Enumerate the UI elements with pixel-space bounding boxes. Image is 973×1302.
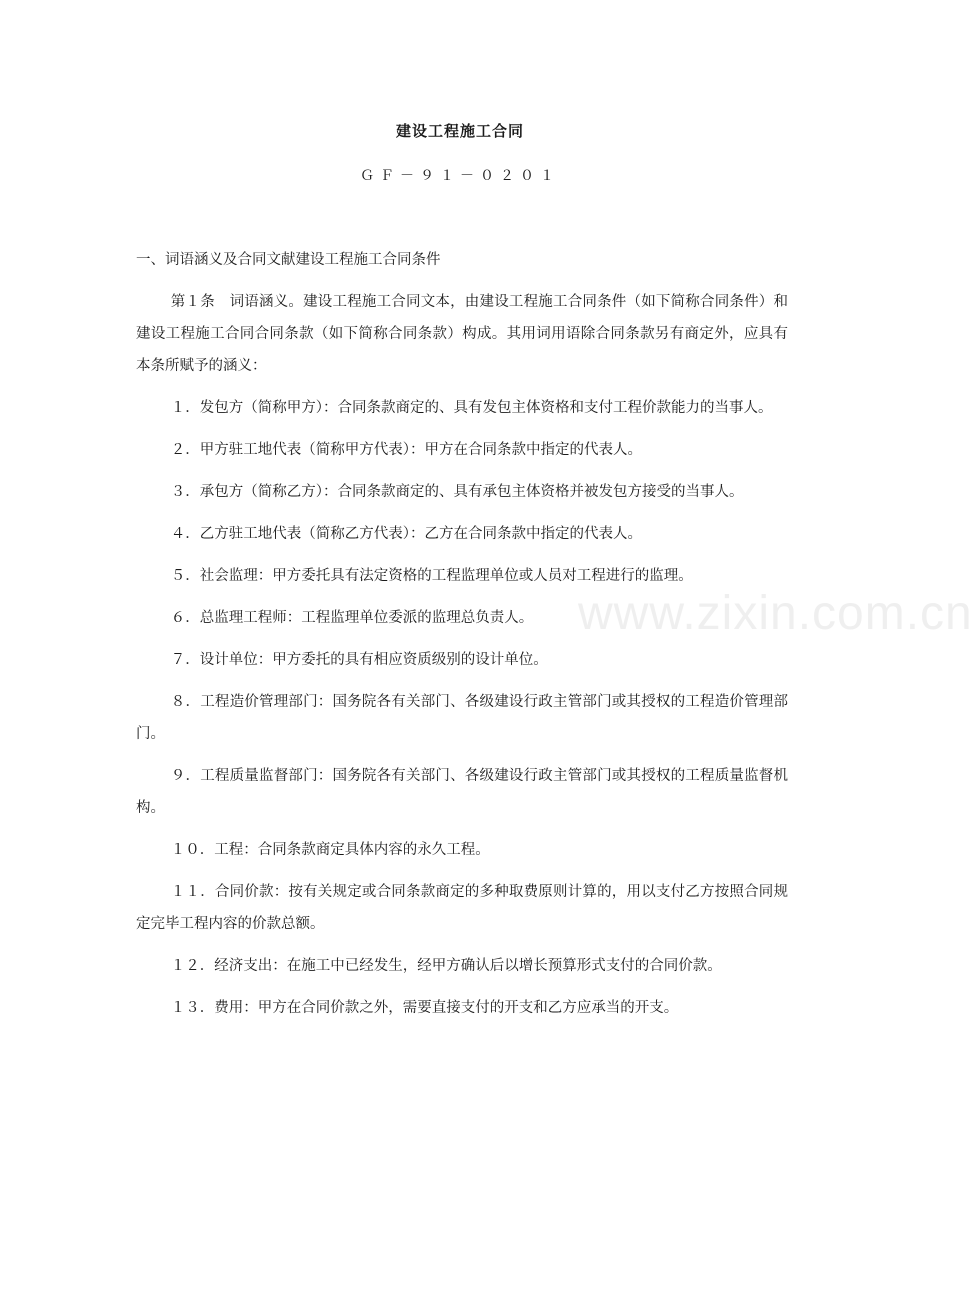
document-code: ＧＦ－９１－０２０１ (360, 168, 560, 184)
section-heading: 一、词语涵义及合同文献建设工程施工合同条件 (136, 252, 441, 268)
paragraph-item-10: １０．工程：合同条款商定具体内容的永久工程。 (170, 842, 490, 858)
document-body (136, 244, 788, 1024)
paragraph-item-8: ８．工程造价管理部门：国务院各有关部门、各级建设行政主管部门或其授权的工程造价管理部门。 (136, 694, 788, 742)
paragraph-item-6: ６．总监理工程师：工程监理单位委派的监理总负责人。 (170, 610, 534, 626)
paragraph-item-11: １１．合同价款：按有关规定或合同条款商定的多种取费原则计算的，用以支付乙方按照合同规定完毕工程内容的价款总额。 (136, 884, 788, 932)
paragraph-item-4: ４．乙方驻工地代表（简称乙方代表）：乙方在合同条款中指定的代表人。 (170, 526, 643, 542)
paragraph-item-5: ５．社会监理：甲方委托具有法定资格的工程监理单位或人员对工程进行的监理。 (170, 568, 693, 584)
document-title: 建设工程施工合同 (395, 122, 524, 140)
paragraph-item-1: １．发包方（简称甲方）：合同条款商定的、具有发包主体资格和支付工程价款能力的当事人。 (170, 400, 773, 416)
paragraph-item-2: ２．甲方驻工地代表（简称甲方代表）：甲方在合同条款中指定的代表人。 (170, 442, 643, 458)
paragraph-item-13: １３．费用：甲方在合同价款之外，需要直接支付的开支和乙方应承当的开支。 (170, 1000, 679, 1016)
watermark-text: www.zixin.com.cn (578, 587, 973, 640)
paragraph-article-1: 第１条 词语涵义。建设工程施工合同文本，由建设工程施工合同条件（如下简称合同条件）和建设工程施工合同合同条款（如下简称合同条款）构成。其用词用语除合同条款另有商定外，应具有本条所赋予的涵义： (136, 294, 788, 374)
paragraph-item-9: ９．工程质量监督部门：国务院各有关部门、各级建设行政主管部门或其授权的工程质量监督机构。 (136, 768, 788, 816)
paragraph-item-3: ３．承包方（简称乙方）：合同条款商定的、具有承包主体资格并被发包方接受的当事人。 (170, 484, 744, 500)
paragraph-item-12: １２．经济支出：在施工中已经发生，经甲方确认后以增长预算形式支付的合同价款。 (170, 958, 722, 974)
paragraph-item-7: ７．设计单位：甲方委托的具有相应资质级别的设计单位。 (170, 652, 548, 668)
